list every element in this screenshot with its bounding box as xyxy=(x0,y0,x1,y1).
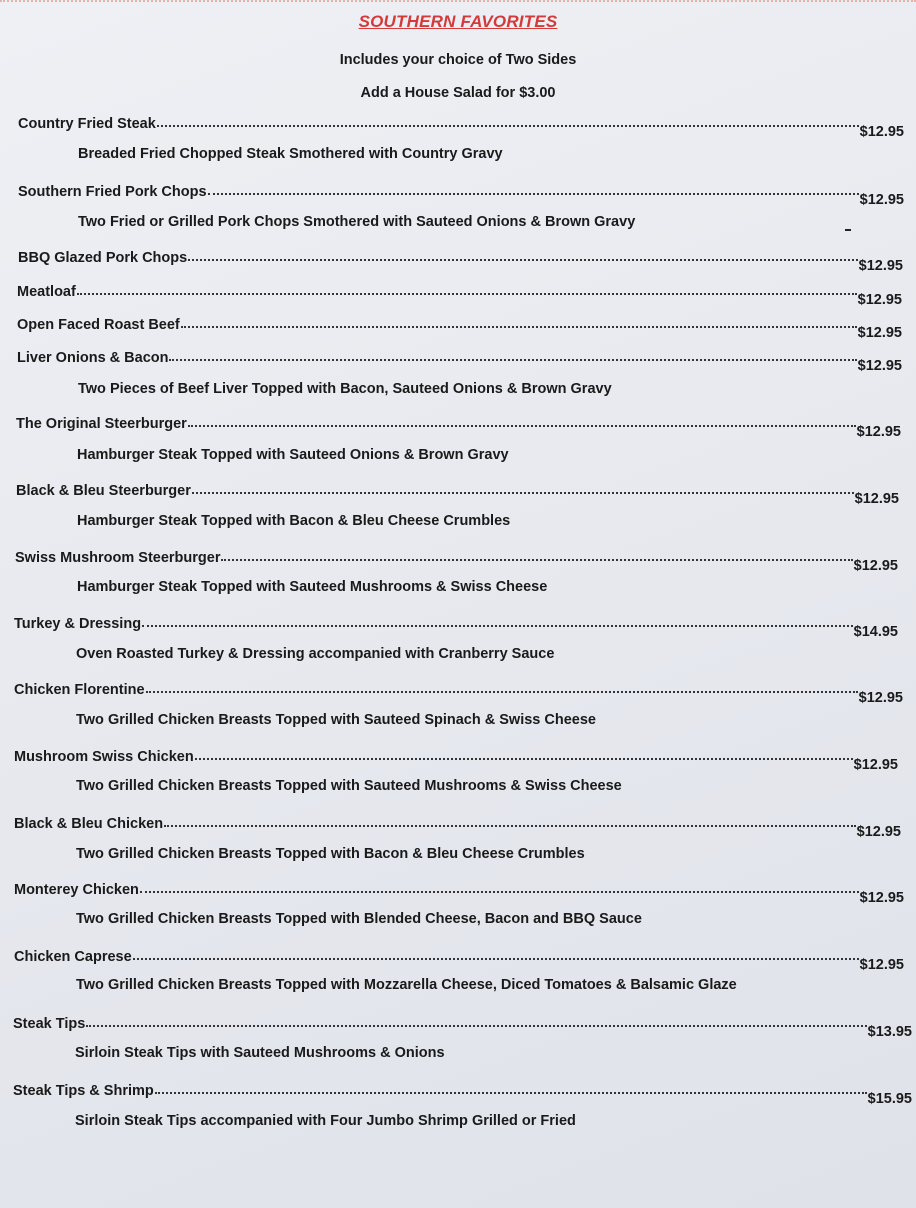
menu-item-name: Chicken Caprese xyxy=(14,949,132,965)
menu-item-name: Steak Tips & Shrimp xyxy=(13,1083,154,1099)
menu-item-price: $12.95 xyxy=(858,258,903,274)
menu-item-name: Liver Onions & Bacon xyxy=(17,350,169,366)
menu-item-row xyxy=(17,280,902,308)
menu-item-row xyxy=(17,346,902,374)
menu-item-row xyxy=(13,1079,912,1107)
dot-leader xyxy=(133,958,859,960)
menu-item-row xyxy=(18,112,904,140)
menu-item-row xyxy=(16,479,899,507)
menu-item-row xyxy=(14,678,903,706)
menu-item-row xyxy=(13,1012,912,1040)
menu-item-price: $12.95 xyxy=(859,957,904,973)
menu-item-description: Sirloin Steak Tips accompanied with Four Jumbo Shrimp Grilled or Fried xyxy=(75,1113,576,1129)
dot-leader xyxy=(86,1025,866,1027)
menu-item-row xyxy=(17,313,902,341)
section-title: SOUTHERN FAVORITES xyxy=(358,12,558,31)
menu-item-price: $13.95 xyxy=(867,1024,912,1040)
dot-leader xyxy=(142,625,853,627)
dot-leader xyxy=(195,758,853,760)
menu-item-description: Hamburger Steak Topped with Bacon & Bleu Cheese Crumbles xyxy=(77,513,511,529)
menu-item-description: Two Grilled Chicken Breasts Topped with Sauteed Mushrooms & Swiss Cheese xyxy=(76,778,622,794)
menu-item-row xyxy=(14,612,898,640)
menu-item-price: $12.95 xyxy=(853,757,898,773)
menu-item-description: Hamburger Steak Topped with Sauteed Mushrooms & Swiss Cheese xyxy=(77,579,548,595)
menu-item-description: Two Grilled Chicken Breasts Topped with Mozzarella Cheese, Diced Tomatoes & Balsamic Glaze xyxy=(76,977,737,993)
menu-item-description: Hamburger Steak Topped with Sauteed Onions & Brown Gravy xyxy=(77,447,509,463)
menu-item-price: $12.95 xyxy=(857,292,902,308)
dot-leader xyxy=(155,1092,867,1094)
menu-item-description: Two Pieces of Beef Liver Topped with Bacon, Sauteed Onions & Brown Gravy xyxy=(78,381,612,397)
menu-item-row xyxy=(14,945,904,973)
menu-item-price: $12.95 xyxy=(856,824,901,840)
menu-item-name: Mushroom Swiss Chicken xyxy=(14,749,194,765)
menu-item-price: $12.95 xyxy=(853,558,898,574)
dot-leader xyxy=(181,326,857,328)
menu-item-name: Black & Bleu Chicken xyxy=(14,816,164,832)
menu-item-description: Two Grilled Chicken Breasts Topped with Bacon & Bleu Cheese Crumbles xyxy=(76,846,585,862)
dot-leader xyxy=(146,691,858,693)
menu-item-name: Steak Tips xyxy=(13,1016,86,1032)
menu-item-price: $12.95 xyxy=(859,124,904,140)
menu-item-name: Open Faced Roast Beef xyxy=(17,317,180,333)
menu-item-name: Chicken Florentine xyxy=(14,682,145,698)
menu-item-price: $12.95 xyxy=(857,325,902,341)
menu-item-price: $12.95 xyxy=(854,491,899,507)
menu-item-name: Swiss Mushroom Steerburger xyxy=(15,550,221,566)
menu-item-description: Breaded Fried Chopped Steak Smothered with Country Gravy xyxy=(78,146,503,162)
menu-item-price: $14.95 xyxy=(853,624,898,640)
dot-leader xyxy=(188,425,856,427)
menu-item-name: The Original Steerburger xyxy=(16,416,187,432)
dot-leader xyxy=(140,891,859,893)
menu-item-price: $15.95 xyxy=(867,1091,912,1107)
menu-item-name: Country Fried Steak xyxy=(18,116,156,132)
menu-item-description: Sirloin Steak Tips with Sauteed Mushrooms & Onions xyxy=(75,1045,445,1061)
dot-leader xyxy=(192,492,854,494)
menu-item-price: $12.95 xyxy=(859,890,904,906)
menu-item-name: Meatloaf xyxy=(17,284,76,300)
menu-item-description: Oven Roasted Turkey & Dressing accompanied with Cranberry Sauce xyxy=(76,646,555,662)
menu-item-description: Two Fried or Grilled Pork Chops Smothered with Sauteed Onions & Brown Gravy xyxy=(78,214,636,230)
menu-item-description: Two Grilled Chicken Breasts Topped with Blended Cheese, Bacon and BBQ Sauce xyxy=(76,911,642,927)
menu-item-price: $12.95 xyxy=(859,192,904,208)
dot-leader xyxy=(208,193,859,195)
menu-item-row xyxy=(14,878,904,906)
menu-item-description: Two Grilled Chicken Breasts Topped with Sauteed Spinach & Swiss Cheese xyxy=(76,712,596,728)
salad-note: Add a House Salad for $3.00 xyxy=(360,85,556,101)
menu-item-row xyxy=(14,812,901,840)
menu-item-name: Turkey & Dressing xyxy=(14,616,142,632)
sides-note: Includes your choice of Two Sides xyxy=(339,52,577,68)
menu-item-row xyxy=(18,180,904,208)
dot-leader xyxy=(164,825,856,827)
dot-leader xyxy=(188,259,857,261)
dot-leader xyxy=(77,293,857,295)
menu-item-row xyxy=(15,546,898,574)
dot-leader xyxy=(157,125,859,127)
menu-item-row xyxy=(14,745,898,773)
menu-item-price: $12.95 xyxy=(856,424,901,440)
dot-leader xyxy=(221,559,852,561)
menu-item-name: Southern Fried Pork Chops xyxy=(18,184,207,200)
menu-item-name: BBQ Glazed Pork Chops xyxy=(18,250,188,266)
menu-item-name: Monterey Chicken xyxy=(14,882,139,898)
menu-item-name: Black & Bleu Steerburger xyxy=(16,483,191,499)
stray-mark xyxy=(845,229,851,231)
menu-item-price: $12.95 xyxy=(858,690,903,706)
menu-item-price: $12.95 xyxy=(857,358,902,374)
dot-leader xyxy=(169,359,856,361)
menu-item-row xyxy=(16,412,901,440)
menu-item-row xyxy=(18,246,903,274)
